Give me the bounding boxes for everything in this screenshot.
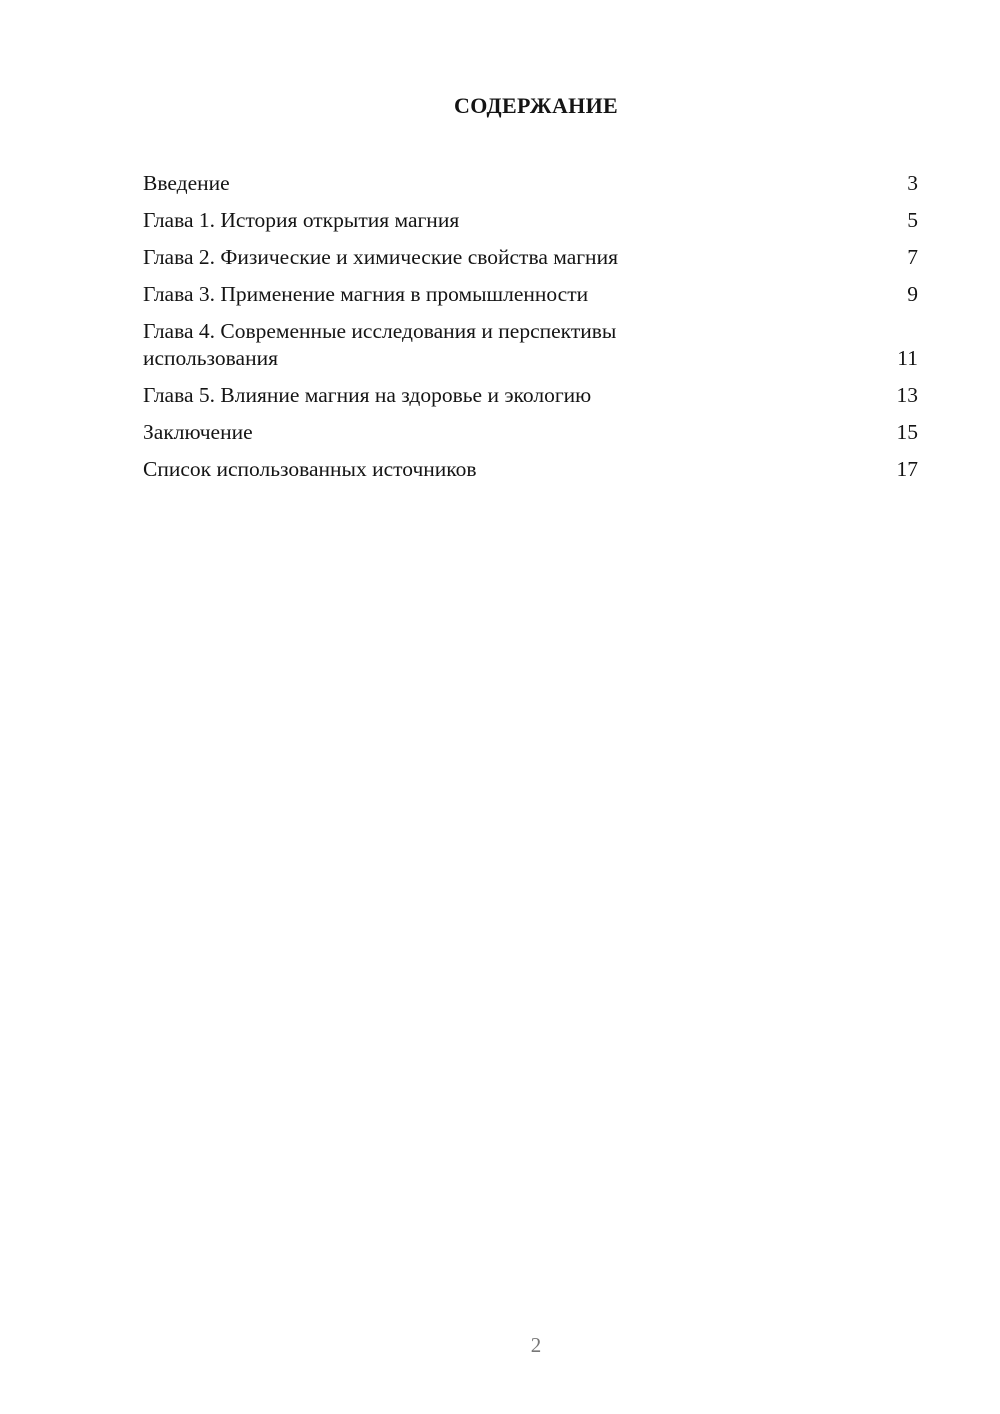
toc-entry-page: 17 [896, 457, 918, 481]
toc-entry-page: 11 [897, 346, 918, 370]
toc-entry-label: Заключение [143, 420, 253, 444]
toc-entry-page: 7 [907, 245, 918, 269]
toc-entry-label: Список использованных источников [143, 457, 477, 481]
toc-entry-chapter-3 [143, 281, 918, 308]
toc-entry-label: Введение [143, 171, 230, 195]
toc-entry-label: Глава 1. История открытия магния [143, 208, 460, 232]
page-number: 2 [530, 1333, 542, 1357]
table-of-contents [143, 170, 918, 493]
toc-entry-label: Глава 3. Применение магния в промышленности [143, 282, 589, 306]
toc-entry-page: 5 [907, 208, 918, 232]
toc-entry-introduction [143, 170, 918, 197]
toc-entry-page: 9 [907, 282, 918, 306]
toc-entry-label: Глава 4. Современные исследования и перспективы использования [143, 319, 617, 370]
toc-entry-references [143, 456, 918, 483]
toc-entry-chapter-5 [143, 382, 918, 409]
toc-entry-page: 3 [907, 171, 918, 195]
toc-entry-page: 15 [896, 420, 918, 444]
page-title: СОДЕРЖАНИЕ [454, 93, 618, 118]
toc-entry-chapter-1 [143, 207, 918, 234]
toc-entry-label: Глава 5. Влияние магния на здоровье и экологию [143, 383, 592, 407]
toc-entry-chapter-4 [143, 318, 918, 372]
toc-entry-label: Глава 2. Физические и химические свойства магния [143, 245, 618, 269]
toc-entry-chapter-2 [143, 244, 918, 271]
toc-entry-conclusion [143, 419, 918, 446]
toc-entry-page: 13 [896, 383, 918, 407]
